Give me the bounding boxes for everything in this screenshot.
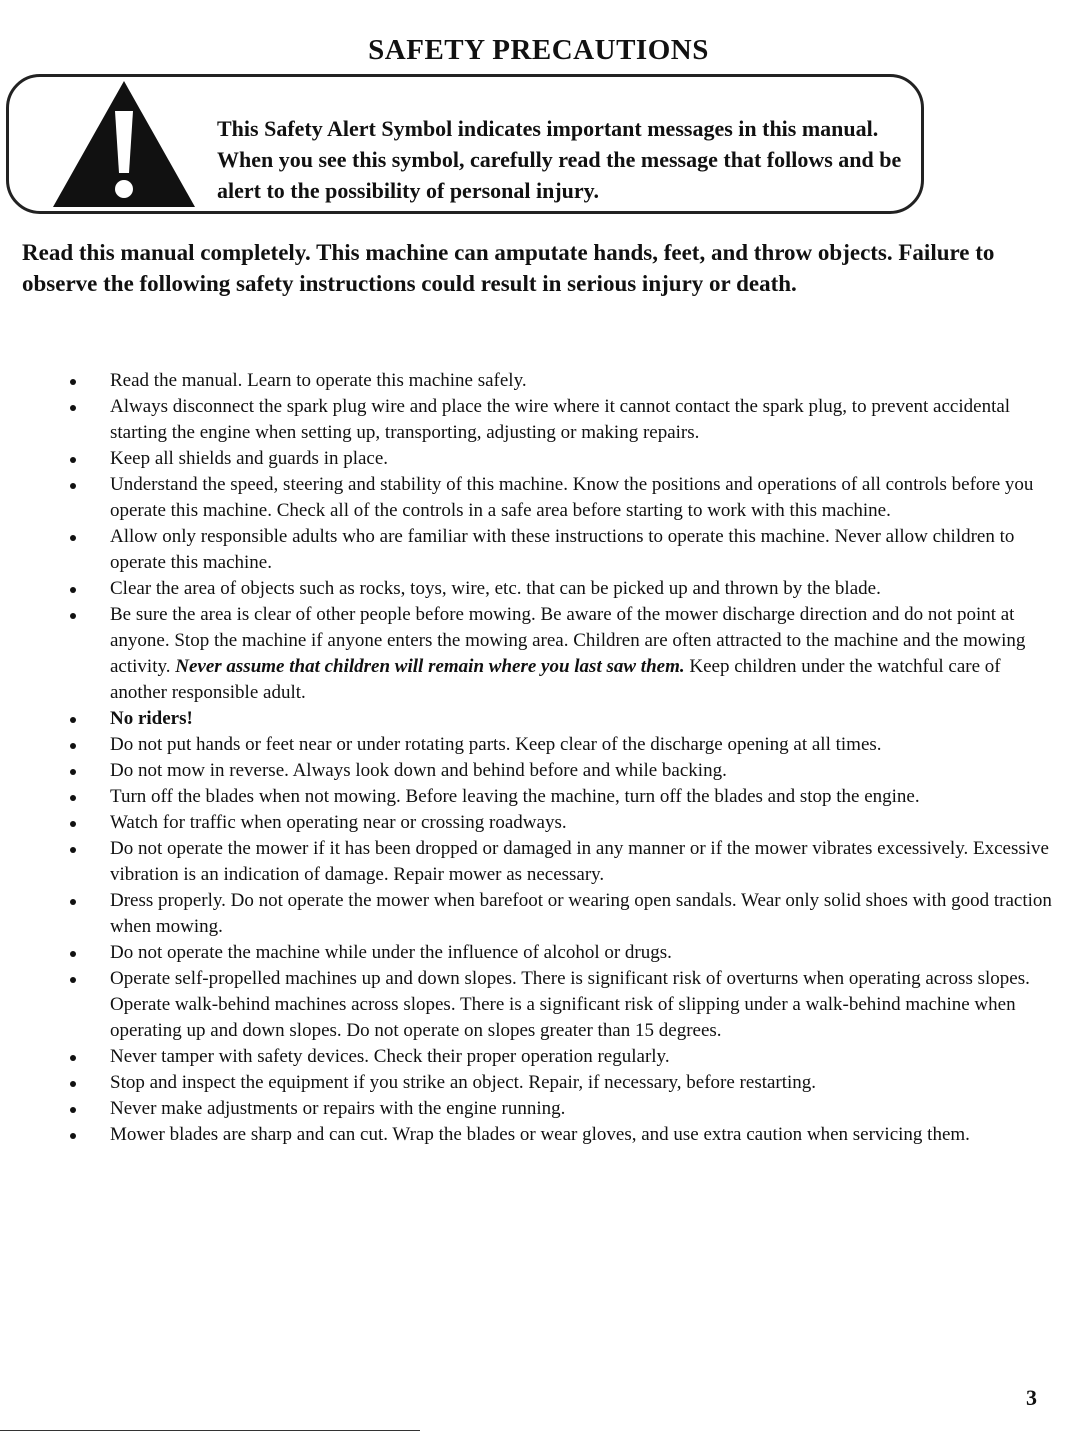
- list-item: Clear the area of objects such as rocks, toys, wire, etc. that can be picked up and thrown by the blade.: [0, 576, 1060, 602]
- list-item: [0, 706, 1060, 732]
- bullet-icon: [70, 457, 76, 463]
- safety-alert-box: [6, 74, 924, 214]
- footer-divider: [0, 1430, 420, 1431]
- list-item: Stop and inspect the equipment if you strike an object. Repair, if necessary, before restarting.: [0, 1070, 1060, 1096]
- bullet-icon: [70, 1133, 76, 1139]
- bullet-icon: [70, 951, 76, 957]
- bullet-icon: [70, 587, 76, 593]
- no-riders: No riders!: [110, 708, 193, 729]
- list-item: Operate self-propelled machines up and down slopes. There is significant risk of overturns when operating across slopes. Operate walk-behind machines across slopes. There is a significant risk of slipping under a walk-behind machine when operating up and down slopes. Do not operate on slopes greater than 15 degrees.: [0, 966, 1060, 1044]
- bullet-icon: [70, 977, 76, 983]
- bullet-icon: [70, 821, 76, 827]
- list-item: Turn off the blades when not mowing. Before leaving the machine, turn off the blades and stop the engine.: [0, 784, 1060, 810]
- list-item: Always disconnect the spark plug wire and place the wire where it cannot contact the spark plug, to prevent accidental starting the engine when setting up, transporting, adjusting or making repairs.: [0, 394, 1060, 446]
- list-item: Do not put hands or feet near or under rotating parts. Keep clear of the discharge opening at all times.: [0, 732, 1060, 758]
- bullet-icon: [70, 743, 76, 749]
- list-item: Keep all shields and guards in place.: [0, 446, 1060, 472]
- safety-alert-triangle-icon: [49, 77, 199, 209]
- safety-rules-list: [0, 368, 1060, 1148]
- bullet-icon: [70, 1107, 76, 1113]
- list-item: Allow only responsible adults who are familiar with these instructions to operate this machine. Never allow children to operate this machine.: [0, 524, 1060, 576]
- bullet-icon: [70, 847, 76, 853]
- list-item: Do not operate the mower if it has been dropped or damaged in any manner or if the mower vibrates excessively. Excessive vibration is an indication of damage. Repair mower as necessary.: [0, 836, 1060, 888]
- list-item: Never tamper with safety devices. Check their proper operation regularly.: [0, 1044, 1060, 1070]
- bullet-icon: [70, 483, 76, 489]
- list-item: Dress properly. Do not operate the mower when barefoot or wearing open sandals. Wear only solid shoes with good traction when mowing.: [0, 888, 1060, 940]
- bullet-icon: [70, 405, 76, 411]
- children-warning: Never assume that children will remain where you last saw them.: [175, 656, 685, 677]
- bullet-icon: [70, 613, 76, 619]
- warning-paragraph: Read this manual completely. This machine can amputate hands, feet, and throw objects. Failure to observe the following safety instructions could result in serious injury or death.: [22, 240, 995, 296]
- list-item: Watch for traffic when operating near or crossing roadways.: [0, 810, 1060, 836]
- alert-text: This Safety Alert Symbol indicates important messages in this manual. When you see this symbol, carefully read the message that follows and be alert to the possibility of personal injury.: [217, 116, 902, 203]
- bullet-icon: [70, 769, 76, 775]
- list-item: Do not operate the machine while under the influence of alcohol or drugs.: [0, 940, 1060, 966]
- bullet-icon: [70, 535, 76, 541]
- list-item: Do not mow in reverse. Always look down and behind before and while backing.: [0, 758, 1060, 784]
- bullet-icon: [70, 1081, 76, 1087]
- bullet-icon: [70, 1055, 76, 1061]
- bullet-icon: [70, 795, 76, 801]
- bullet-icon: [70, 899, 76, 905]
- list-item: Mower blades are sharp and can cut. Wrap the blades or wear gloves, and use extra caution when servicing them.: [0, 1122, 1060, 1148]
- list-item: Never make adjustments or repairs with the engine running.: [0, 1096, 1060, 1122]
- bullet-icon: [70, 379, 76, 385]
- bullet-icon: [70, 717, 76, 723]
- list-item: Read the manual. Learn to operate this machine safely.: [0, 368, 1060, 394]
- page-title: SAFETY PRECAUTIONS: [368, 34, 709, 66]
- page-number: 3: [1026, 1385, 1037, 1410]
- list-item: Understand the speed, steering and stability of this machine. Know the positions and operations of all controls before you operate this machine. Check all of the controls in a safe area before starting to work with this machine.: [0, 472, 1060, 524]
- list-item: Be sure the area is clear of other people before mowing. Be aware of the mower discharge direction and do not point at anyone. Stop the machine if anyone enters the mowing area. Children are often attracted to the machine and the mowing activity. Never assume that children will remain where you last saw them. Keep children under the watchful care of another responsible adult.: [0, 602, 1060, 706]
